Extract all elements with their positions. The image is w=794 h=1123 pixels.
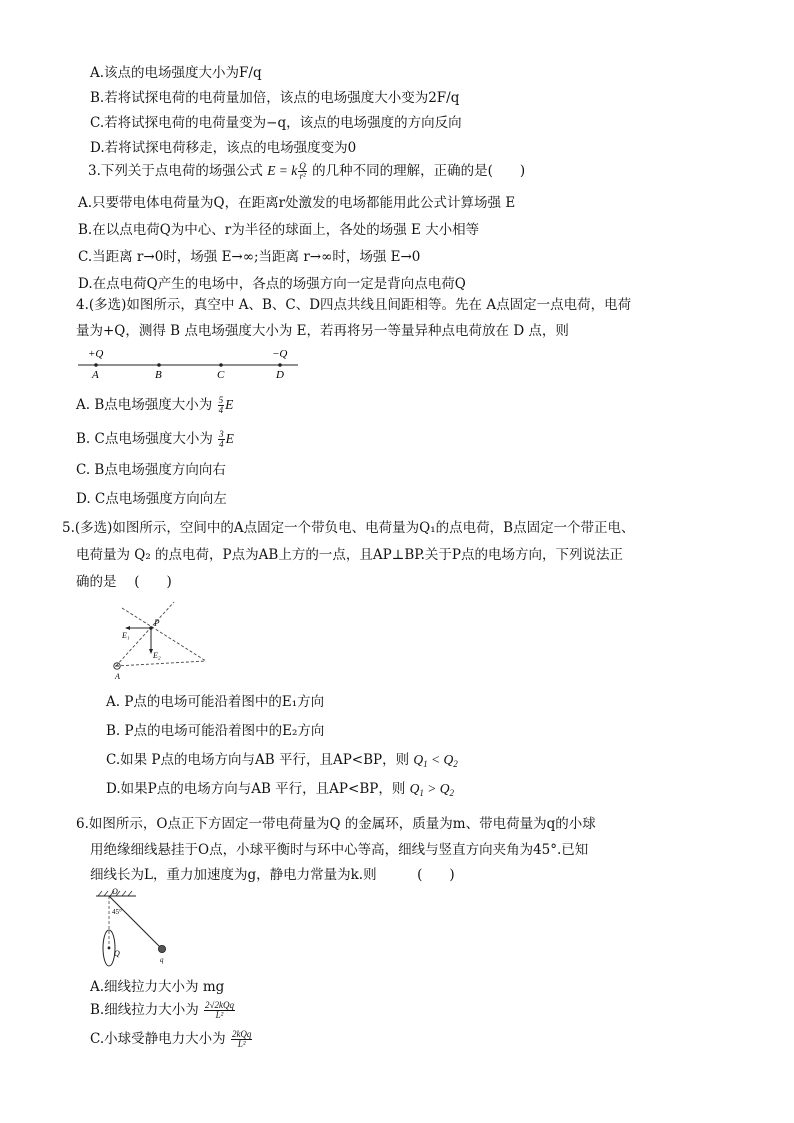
point-p-dot	[149, 626, 153, 630]
q4-option-b-text: B. C点电场强度大小为	[76, 431, 213, 447]
label-q-ball: q	[160, 956, 164, 964]
q5-option-c-relation: $Q_1 < Q_2$	[413, 752, 458, 769]
q5-option-c-text: C.如果 P点的电场方向与AB 平行，且AP<BP，则	[106, 752, 410, 768]
q6-option-c	[90, 1030, 253, 1049]
q4-stem-line1: 4.(多选)如图所示，真空中 A、B、C、D四点共线且间距相等。先在 A点固定一点电荷，电荷	[76, 297, 632, 313]
q3-stem	[88, 162, 525, 181]
q2-option-d: D.若将试探电荷移走，该点的电场强度变为0	[90, 140, 357, 156]
q5-field-figure	[108, 600, 212, 682]
point-c-dot	[219, 363, 223, 367]
q3-option-b: B.在以点电荷Q为中心、r为半径的球面上，各处的场强 E 大小相等	[78, 222, 480, 238]
q4-option-a-value: $\frac{5}{4}$ E	[218, 395, 234, 416]
q5-option-c	[106, 751, 458, 773]
q4-option-a-text: A. B点电场强度大小为	[76, 397, 213, 413]
label-a: A	[92, 369, 99, 380]
label-p: P	[154, 618, 160, 628]
q6-stem-line1: 6.如图所示，O点正下方固定一带电荷量为Q 的金属环，质量为m、带电荷量为q的小球	[76, 816, 596, 832]
q5-option-d-text: D.如果P点的电场方向与AB 平行，且AP<BP，则	[106, 781, 406, 797]
q6-option-a: A.细线拉力大小为 mg	[90, 979, 225, 995]
q2-option-a: A.该点的电场强度大小为F/q	[90, 65, 262, 81]
e1-arrowhead	[125, 626, 130, 630]
q5-option-d	[106, 780, 454, 802]
point-d-dot	[278, 363, 282, 367]
label-45: 45°	[112, 908, 122, 916]
q4-line-figure	[76, 344, 301, 380]
label-d: D	[276, 369, 284, 380]
q4-stem-line2: 量为+Q，测得 B 点电场强度大小为 E，若再将另一等量异种点电荷放在 D 点，则	[76, 323, 569, 339]
q6-stem-line2: 用绝缘细线悬挂于O点，小球平衡时与环中心等高，细线与竖直方向夹角为45°.已知	[90, 842, 589, 858]
q3-option-a: A.只要带电体电荷量为Q，在距离r处激发的电场都能用此公式计算场强 E	[78, 195, 516, 211]
label-q-ring: Q	[114, 949, 120, 958]
minus-q-label: −Q	[272, 348, 288, 360]
coulomb-formula: E = k $\frac{Q}{\text{r²}}$	[267, 161, 306, 182]
q4-option-b-value: $\frac{3}{4}$ E	[219, 429, 234, 450]
q5-stem-line3: 确的是 ( )	[76, 574, 172, 590]
label-a: A	[115, 672, 120, 681]
q3-stem-part1: 3.下列关于点电荷的场强公式	[88, 163, 263, 179]
q3-stem-part2: 的几种不同的理解，正确的是( )	[312, 163, 526, 179]
label-c: C	[217, 369, 225, 380]
q5-option-b: B. P点的电场可能沿着图中的E₂方向	[106, 723, 325, 739]
q5-option-d-relation: $Q_1 > Q_2$	[409, 781, 454, 798]
plus-q-label: +Q	[88, 348, 104, 360]
ab-dashed-line	[116, 661, 206, 666]
q3-option-c: C.当距离 r→0时，场强 E→∞;当距离 r→∞时，场强 E→0	[78, 249, 421, 265]
q6-option-b-value: $\frac{\text{2√2kQq}}{\text{L²}}$	[205, 1000, 234, 1021]
q5-stem-line2: 电荷量为 Q₂ 的点电荷，P点为AB上方的一点，且AP⊥BP.关于P点的电场方向，下列说法正	[76, 547, 623, 563]
ring-center-dot	[108, 947, 111, 950]
q6-option-c-value: $\frac{\text{2kQq}}{\text{L²}}$	[231, 1029, 252, 1050]
label-e2: E₂	[153, 651, 161, 660]
label-e1: E₁	[122, 631, 130, 640]
label-b: B	[155, 369, 162, 380]
label-o: O	[112, 887, 118, 896]
q2-option-c: C.若将试探电荷的电荷量变为−q，该点的电场强度的方向反向	[90, 115, 462, 131]
point-b-dot	[157, 363, 161, 367]
q2-option-b: B.若将试探电荷的电荷量加倍，该点的电场强度大小变为2F/q	[90, 90, 460, 106]
bp-dashed-line	[122, 608, 206, 661]
q3-option-d: D.在点电荷Q产生的电场中，各点的场强方向一定是背向点电荷Q	[78, 276, 466, 292]
q6-option-b	[90, 1001, 236, 1020]
q4-option-a	[76, 396, 233, 415]
q4-option-b	[76, 430, 234, 449]
q5-option-a: A. P点的电场可能沿着图中的E₁方向	[106, 694, 325, 710]
q4-option-c: C. B点电场强度方向向右	[76, 462, 226, 478]
q6-option-c-text: C.小球受静电力大小为	[90, 1031, 226, 1047]
charged-ball	[158, 945, 165, 952]
q6-option-b-text: B.细线拉力大小为	[90, 1002, 199, 1018]
q5-stem-line1: 5.(多选)如图所示，空间中的A点固定一个带负电、电荷量为Q₁的点电荷，B点固定一个带正电、	[62, 520, 635, 536]
q6-stem-line3: 细线长为L，重力加速度为g，静电力常量为k.则 ( )	[90, 867, 455, 883]
q4-option-d: D. C点电场强度方向向左	[76, 491, 227, 507]
point-a-dot	[94, 363, 98, 367]
q6-pendulum-figure	[92, 886, 176, 968]
string-line	[109, 896, 161, 948]
